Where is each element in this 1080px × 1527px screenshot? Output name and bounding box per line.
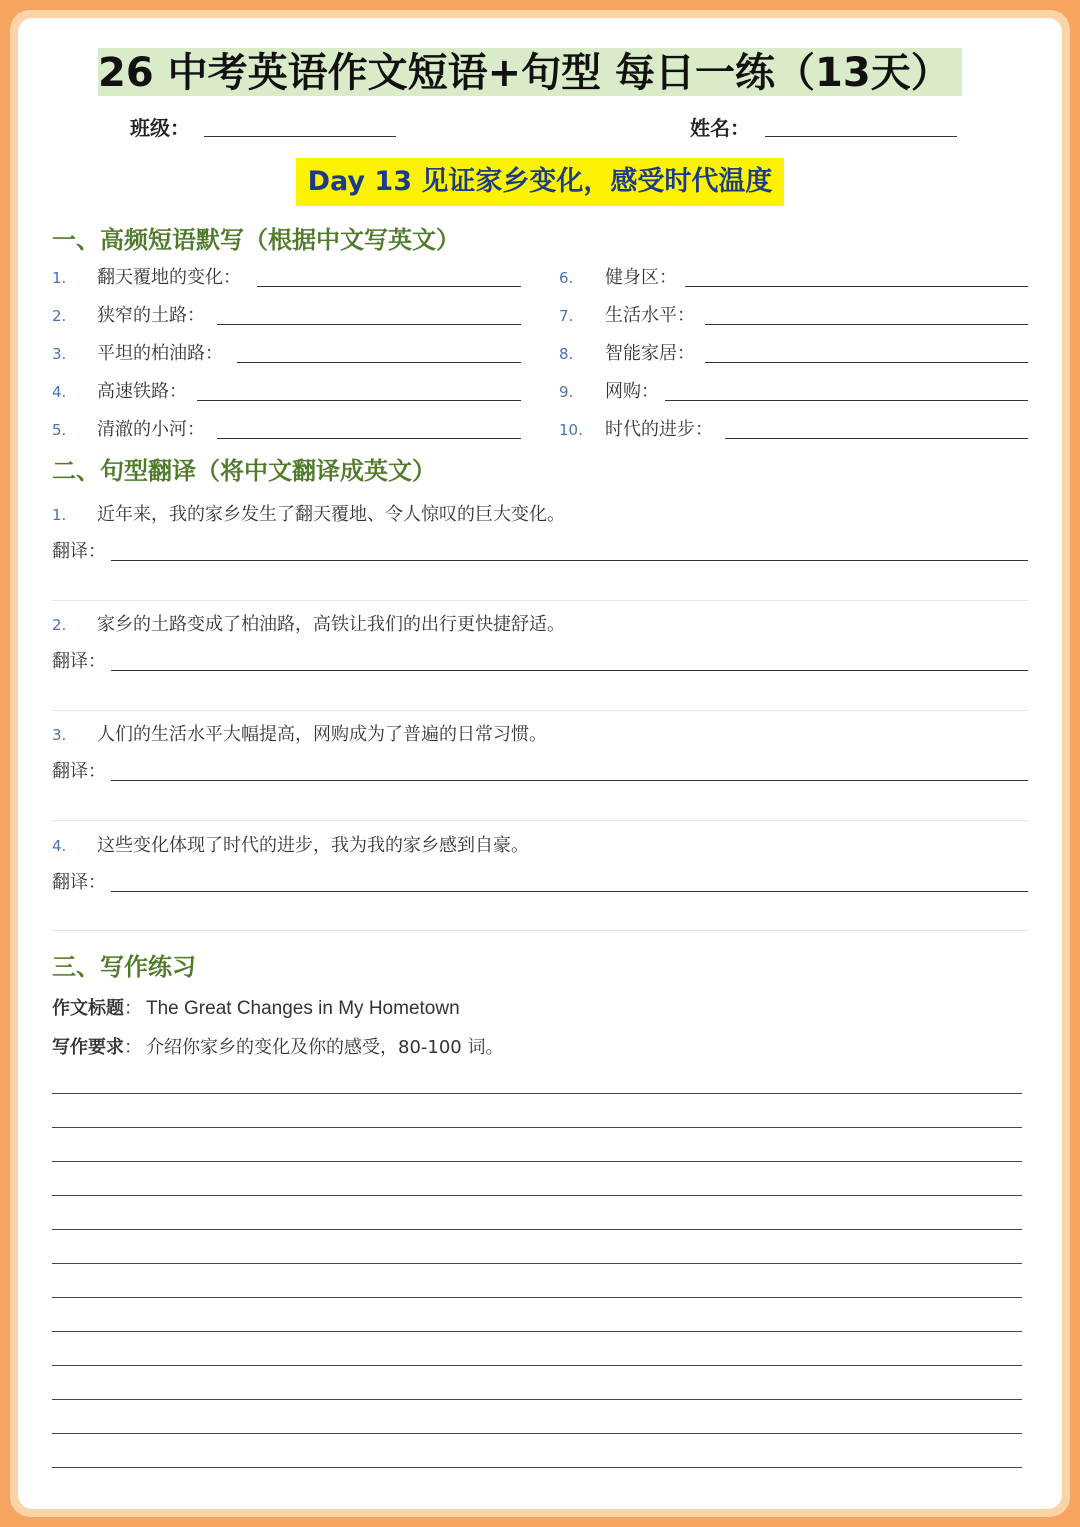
writing-line[interactable] — [52, 1331, 1022, 1332]
sentence-prompt: 近年来，我的家乡发生了翻天覆地、令人惊叹的巨大变化。 — [97, 504, 565, 525]
translation-answer-line[interactable] — [111, 891, 1028, 892]
essay-requirement-value: 介绍你家乡的变化及你的感受，80-100 词。 — [146, 1037, 504, 1058]
translate-label: 翻译： — [52, 872, 106, 893]
phrase-prompt: 生活水平： — [605, 305, 695, 326]
essay-requirement-row — [52, 1036, 503, 1060]
phrase-number: 7. — [559, 307, 574, 325]
sentence-number: 3. — [52, 726, 67, 744]
writing-line[interactable] — [52, 1365, 1022, 1366]
phrase-prompt: 平坦的柏油路： — [97, 343, 223, 364]
sentence-prompt: 这些变化体现了时代的进步，我为我的家乡感到自豪。 — [97, 835, 529, 856]
translate-label: 翻译： — [52, 651, 106, 672]
essay-topic-row — [52, 997, 460, 1021]
writing-line[interactable] — [52, 1433, 1022, 1434]
essay-requirement-label: 写作要求 — [52, 1037, 124, 1058]
phrase-number: 5. — [52, 421, 67, 439]
divider — [52, 600, 1028, 601]
page-title: 26 中考英语作文短语+句型 每日一练（13天） — [98, 50, 951, 96]
divider — [52, 820, 1028, 821]
phrase-answer-line[interactable] — [685, 286, 1028, 287]
phrase-answer-line[interactable] — [257, 286, 521, 287]
phrase-prompt: 狭窄的土路： — [97, 305, 205, 326]
section2-title: 二、句型翻译（将中文翻译成英文） — [52, 457, 436, 485]
translate-label: 翻译： — [52, 761, 106, 782]
translate-label: 翻译： — [52, 541, 106, 562]
essay-requirement-sep: ： — [124, 1037, 142, 1058]
phrase-answer-line[interactable] — [705, 324, 1028, 325]
day-banner: Day 13 见证家乡变化，感受时代温度 — [307, 166, 773, 197]
phrase-number: 1. — [52, 269, 67, 287]
phrase-prompt: 翻天覆地的变化： — [97, 267, 241, 288]
phrase-number: 9. — [559, 383, 574, 401]
phrase-answer-line[interactable] — [197, 400, 521, 401]
essay-topic-label: 作文标题 — [52, 998, 124, 1019]
writing-line[interactable] — [52, 1263, 1022, 1264]
writing-line[interactable] — [52, 1093, 1022, 1094]
translation-answer-line[interactable] — [111, 560, 1028, 561]
phrase-answer-line[interactable] — [217, 324, 521, 325]
translation-answer-line[interactable] — [111, 780, 1028, 781]
phrase-prompt: 高速铁路： — [97, 381, 187, 402]
phrase-prompt: 网购： — [605, 381, 659, 402]
phrase-prompt: 健身区： — [605, 267, 677, 288]
phrase-number: 3. — [52, 345, 67, 363]
essay-topic-sep: ： — [124, 998, 142, 1019]
writing-line[interactable] — [52, 1297, 1022, 1298]
writing-line[interactable] — [52, 1229, 1022, 1230]
sentence-number: 1. — [52, 506, 67, 524]
class-label: 班级： — [130, 116, 190, 140]
sentence-number: 4. — [52, 837, 67, 855]
phrase-answer-line[interactable] — [217, 438, 521, 439]
section1-title: 一、高频短语默写（根据中文写英文） — [52, 226, 460, 254]
phrase-prompt: 清澈的小河： — [97, 419, 205, 440]
writing-line[interactable] — [52, 1399, 1022, 1400]
phrase-number: 4. — [52, 383, 67, 401]
section3-title: 三、写作练习 — [52, 953, 196, 981]
translation-answer-line[interactable] — [111, 670, 1028, 671]
name-label: 姓名： — [690, 116, 750, 140]
class-field[interactable] — [204, 136, 396, 137]
divider — [52, 710, 1028, 711]
phrase-answer-line[interactable] — [705, 362, 1028, 363]
phrase-number: 2. — [52, 307, 67, 325]
writing-line[interactable] — [52, 1467, 1022, 1468]
phrase-prompt: 智能家居： — [605, 343, 695, 364]
phrase-number: 8. — [559, 345, 574, 363]
writing-line[interactable] — [52, 1127, 1022, 1128]
sentence-number: 2. — [52, 616, 67, 634]
writing-line[interactable] — [52, 1195, 1022, 1196]
sentence-prompt: 家乡的土路变成了柏油路，高铁让我们的出行更快捷舒适。 — [97, 614, 565, 635]
essay-topic-value: The Great Changes in My Hometown — [146, 998, 460, 1019]
phrase-answer-line[interactable] — [665, 400, 1028, 401]
phrase-number: 10. — [559, 421, 583, 439]
phrase-answer-line[interactable] — [237, 362, 521, 363]
phrase-answer-line[interactable] — [725, 438, 1028, 439]
sentence-prompt: 人们的生活水平大幅提高，网购成为了普遍的日常习惯。 — [97, 724, 547, 745]
divider — [52, 930, 1028, 931]
name-field[interactable] — [765, 136, 957, 137]
phrase-number: 6. — [559, 269, 574, 287]
phrase-prompt: 时代的进步： — [605, 419, 713, 440]
writing-line[interactable] — [52, 1161, 1022, 1162]
